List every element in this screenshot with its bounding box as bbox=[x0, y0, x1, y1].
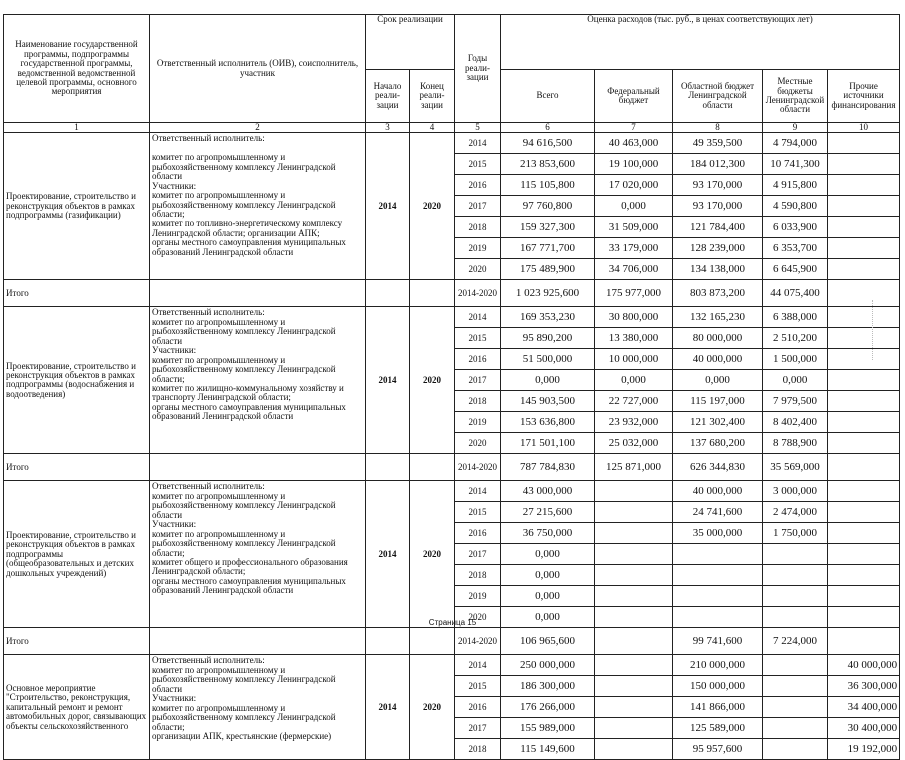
federal-value bbox=[595, 565, 673, 586]
other-value bbox=[828, 349, 900, 370]
federal-value: 30 800,000 bbox=[595, 307, 673, 328]
end-year: 2020 bbox=[410, 481, 455, 628]
col-number: 1 bbox=[4, 123, 150, 133]
regional-value: 137 680,200 bbox=[673, 433, 763, 454]
regional-value: 93 170,000 bbox=[673, 196, 763, 217]
summary-empty bbox=[366, 280, 410, 307]
federal-value bbox=[595, 718, 673, 739]
row-year: 2015 bbox=[455, 328, 501, 349]
total-value: 27 215,600 bbox=[501, 502, 595, 523]
col-number: 2 bbox=[150, 123, 366, 133]
summary-regional: 803 873,200 bbox=[673, 280, 763, 307]
total-value: 43 000,000 bbox=[501, 481, 595, 502]
federal-value: 10 000,000 bbox=[595, 349, 673, 370]
federal-value: 34 706,000 bbox=[595, 259, 673, 280]
total-value: 169 353,230 bbox=[501, 307, 595, 328]
summary-row bbox=[4, 628, 900, 655]
measure-name: Проектирование, строительство и реконструкция объектов в рамках подпрограммы (общеобразовательных и детских дошкольных учреждений) bbox=[4, 481, 150, 628]
total-value: 186 300,000 bbox=[501, 676, 595, 697]
table-row bbox=[4, 481, 900, 502]
local-value bbox=[763, 739, 828, 760]
header-start: Начало реали-зации bbox=[366, 70, 410, 123]
regional-value bbox=[673, 586, 763, 607]
total-value: 94 616,500 bbox=[501, 133, 595, 154]
row-year: 2020 bbox=[455, 259, 501, 280]
local-value bbox=[763, 697, 828, 718]
header-years: Годы реали-зации bbox=[455, 15, 501, 123]
total-value: 171 501,100 bbox=[501, 433, 595, 454]
total-value: 176 266,000 bbox=[501, 697, 595, 718]
regional-value: 128 239,000 bbox=[673, 238, 763, 259]
other-value bbox=[828, 307, 900, 328]
local-value: 6 388,000 bbox=[763, 307, 828, 328]
table-row bbox=[4, 655, 900, 676]
regional-value: 132 165,230 bbox=[673, 307, 763, 328]
row-year: 2015 bbox=[455, 502, 501, 523]
federal-value bbox=[595, 502, 673, 523]
header-federal: Федеральный бюджет bbox=[595, 70, 673, 123]
summary-empty bbox=[410, 628, 455, 655]
header-row bbox=[4, 15, 900, 70]
responsible-executors: Ответственный исполнитель: комитет по агропромышленному и рыбохозяйственному комплексу Ленинградской области Участники: комитет по агропромышленному и рыбохозяйственному комплексу Ленинградской области; организации АПК, крестьянские (фермерские) bbox=[150, 655, 366, 760]
other-value bbox=[828, 217, 900, 238]
budget-table bbox=[3, 14, 900, 760]
local-value: 6 353,700 bbox=[763, 238, 828, 259]
header-col-name: Наименование государственной программы, подпрограммы государственной программы, ведомственной ведомственной целевой программы, основного мероприятия bbox=[4, 15, 150, 123]
summary-empty bbox=[150, 628, 366, 655]
federal-value: 25 032,000 bbox=[595, 433, 673, 454]
regional-value: 24 741,600 bbox=[673, 502, 763, 523]
row-year: 2015 bbox=[455, 154, 501, 175]
regional-value bbox=[673, 565, 763, 586]
other-value: 19 192,000 bbox=[828, 739, 900, 760]
federal-value bbox=[595, 739, 673, 760]
regional-value bbox=[673, 544, 763, 565]
federal-value bbox=[595, 523, 673, 544]
federal-value: 22 727,000 bbox=[595, 391, 673, 412]
summary-years: 2014-2020 bbox=[455, 280, 501, 307]
summary-empty bbox=[150, 454, 366, 481]
regional-value: 210 000,000 bbox=[673, 655, 763, 676]
col-number: 3 bbox=[366, 123, 410, 133]
summary-empty bbox=[366, 628, 410, 655]
other-value: 30 400,000 bbox=[828, 718, 900, 739]
regional-value: 121 784,400 bbox=[673, 217, 763, 238]
measure-name: Проектирование, строительство и реконструкция объектов в рамках подпрограммы (водоснабжения и водоотведения) bbox=[4, 307, 150, 454]
other-value bbox=[828, 154, 900, 175]
local-value bbox=[763, 565, 828, 586]
regional-value: 40 000,000 bbox=[673, 349, 763, 370]
total-value: 213 853,600 bbox=[501, 154, 595, 175]
total-value: 51 500,000 bbox=[501, 349, 595, 370]
summary-row bbox=[4, 454, 900, 481]
federal-value bbox=[595, 655, 673, 676]
col-number: 8 bbox=[673, 123, 763, 133]
other-value bbox=[828, 238, 900, 259]
table-row bbox=[4, 307, 900, 328]
other-value bbox=[828, 196, 900, 217]
summary-label: Итого bbox=[4, 280, 150, 307]
local-value: 2 474,000 bbox=[763, 502, 828, 523]
total-value: 95 890,200 bbox=[501, 328, 595, 349]
row-year: 2018 bbox=[455, 217, 501, 238]
other-value: 36 300,000 bbox=[828, 676, 900, 697]
summary-federal: 125 871,000 bbox=[595, 454, 673, 481]
regional-value: 35 000,000 bbox=[673, 523, 763, 544]
responsible-executors: Ответственный исполнитель: комитет по агропромышленному и рыбохозяйственному комплексу Ленинградской области Участники: комитет по агропромышленному и рыбохозяйственному комплексу Ленинградской области; комитет по топливно-энергетическому комплексу Ленинградской области; организации АПК; органы местного самоуправления муниципальных образований Ленинградской области bbox=[150, 133, 366, 280]
header-regional: Областной бюджет Ленинградской области bbox=[673, 70, 763, 123]
summary-other bbox=[828, 628, 900, 655]
total-value: 115 105,800 bbox=[501, 175, 595, 196]
regional-value: 134 138,000 bbox=[673, 259, 763, 280]
local-value: 7 979,500 bbox=[763, 391, 828, 412]
other-value bbox=[828, 412, 900, 433]
local-value bbox=[763, 655, 828, 676]
start-year: 2014 bbox=[366, 307, 410, 454]
regional-value: 184 012,300 bbox=[673, 154, 763, 175]
col-number: 9 bbox=[763, 123, 828, 133]
other-value bbox=[828, 481, 900, 502]
row-year: 2017 bbox=[455, 196, 501, 217]
other-value bbox=[828, 370, 900, 391]
row-year: 2014 bbox=[455, 481, 501, 502]
federal-value: 0,000 bbox=[595, 196, 673, 217]
regional-value: 93 170,000 bbox=[673, 175, 763, 196]
summary-total: 1 023 925,600 bbox=[501, 280, 595, 307]
row-year: 2018 bbox=[455, 739, 501, 760]
total-value: 175 489,900 bbox=[501, 259, 595, 280]
regional-value: 121 302,400 bbox=[673, 412, 763, 433]
table-row bbox=[4, 133, 900, 154]
total-value: 0,000 bbox=[501, 586, 595, 607]
summary-other bbox=[828, 454, 900, 481]
regional-value: 40 000,000 bbox=[673, 481, 763, 502]
other-value bbox=[828, 133, 900, 154]
other-value: 40 000,000 bbox=[828, 655, 900, 676]
regional-value: 115 197,000 bbox=[673, 391, 763, 412]
federal-value bbox=[595, 697, 673, 718]
header-period: Срок реализации bbox=[366, 15, 455, 70]
responsible-executors: Ответственный исполнитель: комитет по агропромышленному и рыбохозяйственному комплексу Ленинградской области Участники: комитет по агропромышленному и рыбохозяйственному комплексу Ленинградской области; комитет по жилищно-коммунальному хозяйству и транспорту Ленинградской области; органы местного самоуправления муниципальных образований Ленинградской области bbox=[150, 307, 366, 454]
header-end: Конец реали-зации bbox=[410, 70, 455, 123]
summary-empty bbox=[150, 280, 366, 307]
summary-federal bbox=[595, 628, 673, 655]
local-value: 4 915,800 bbox=[763, 175, 828, 196]
local-value: 0,000 bbox=[763, 370, 828, 391]
total-value: 155 989,000 bbox=[501, 718, 595, 739]
federal-value: 13 380,000 bbox=[595, 328, 673, 349]
summary-total: 787 784,830 bbox=[501, 454, 595, 481]
total-value: 0,000 bbox=[501, 370, 595, 391]
local-value: 4 590,800 bbox=[763, 196, 828, 217]
summary-local: 44 075,400 bbox=[763, 280, 828, 307]
header-other: Прочие источники финансирования bbox=[828, 70, 900, 123]
row-year: 2014 bbox=[455, 655, 501, 676]
local-value bbox=[763, 544, 828, 565]
total-value: 153 636,800 bbox=[501, 412, 595, 433]
federal-value: 19 100,000 bbox=[595, 154, 673, 175]
other-value bbox=[828, 391, 900, 412]
summary-total: 106 965,600 bbox=[501, 628, 595, 655]
regional-value: 141 866,000 bbox=[673, 697, 763, 718]
other-value bbox=[828, 502, 900, 523]
total-value: 115 149,600 bbox=[501, 739, 595, 760]
regional-value: 95 957,600 bbox=[673, 739, 763, 760]
total-value: 0,000 bbox=[501, 565, 595, 586]
regional-value: 80 000,000 bbox=[673, 328, 763, 349]
regional-value: 49 359,500 bbox=[673, 133, 763, 154]
row-year: 2019 bbox=[455, 412, 501, 433]
measure-name: Основное мероприятие "Строительство, реконструкция, капитальный ремонт и ремонт автомобильных дорог, связывающих объекты сельскохозяйственного bbox=[4, 655, 150, 760]
local-value: 4 794,000 bbox=[763, 133, 828, 154]
other-value bbox=[828, 523, 900, 544]
local-value: 3 000,000 bbox=[763, 481, 828, 502]
federal-value bbox=[595, 544, 673, 565]
header-col-responsible: Ответственный исполнитель (ОИВ), соисполнитель, участник bbox=[150, 15, 366, 123]
other-value bbox=[828, 433, 900, 454]
total-value: 167 771,700 bbox=[501, 238, 595, 259]
start-year: 2014 bbox=[366, 655, 410, 760]
other-value bbox=[828, 259, 900, 280]
summary-federal: 175 977,000 bbox=[595, 280, 673, 307]
end-year: 2020 bbox=[410, 133, 455, 280]
summary-local: 7 224,000 bbox=[763, 628, 828, 655]
federal-value: 17 020,000 bbox=[595, 175, 673, 196]
page-footer: Страница 15 bbox=[428, 618, 477, 627]
local-value bbox=[763, 718, 828, 739]
local-value: 1 500,000 bbox=[763, 349, 828, 370]
summary-other bbox=[828, 280, 900, 307]
summary-years: 2014-2020 bbox=[455, 454, 501, 481]
local-value: 6 645,900 bbox=[763, 259, 828, 280]
row-year: 2016 bbox=[455, 175, 501, 196]
summary-label: Итого bbox=[4, 454, 150, 481]
row-year: 2016 bbox=[455, 697, 501, 718]
total-value: 36 750,000 bbox=[501, 523, 595, 544]
federal-value: 31 509,000 bbox=[595, 217, 673, 238]
row-year: 2019 bbox=[455, 238, 501, 259]
federal-value: 23 932,000 bbox=[595, 412, 673, 433]
summary-empty bbox=[410, 280, 455, 307]
other-value bbox=[828, 544, 900, 565]
row-year: 2016 bbox=[455, 523, 501, 544]
summary-regional: 626 344,830 bbox=[673, 454, 763, 481]
federal-value: 33 179,000 bbox=[595, 238, 673, 259]
summary-empty bbox=[366, 454, 410, 481]
local-value: 6 033,900 bbox=[763, 217, 828, 238]
row-year: 2020 bbox=[455, 433, 501, 454]
start-year: 2014 bbox=[366, 481, 410, 628]
local-value: 1 750,000 bbox=[763, 523, 828, 544]
regional-value: 125 589,000 bbox=[673, 718, 763, 739]
local-value: 8 402,400 bbox=[763, 412, 828, 433]
other-value bbox=[828, 175, 900, 196]
col-number: 5 bbox=[455, 123, 501, 133]
row-year: 2019 bbox=[455, 586, 501, 607]
total-value: 145 903,500 bbox=[501, 391, 595, 412]
row-year: 2014 bbox=[455, 133, 501, 154]
column-number-row bbox=[4, 123, 900, 133]
federal-value bbox=[595, 481, 673, 502]
row-year: 2017 bbox=[455, 544, 501, 565]
regional-value: 0,000 bbox=[673, 370, 763, 391]
end-year: 2020 bbox=[410, 655, 455, 760]
row-year: 2017 bbox=[455, 370, 501, 391]
total-value: 0,000 bbox=[501, 544, 595, 565]
summary-regional: 99 741,600 bbox=[673, 628, 763, 655]
federal-value: 40 463,000 bbox=[595, 133, 673, 154]
federal-value: 0,000 bbox=[595, 370, 673, 391]
end-year: 2020 bbox=[410, 307, 455, 454]
local-value: 10 741,300 bbox=[763, 154, 828, 175]
local-value: 2 510,200 bbox=[763, 328, 828, 349]
row-year: 2014 bbox=[455, 307, 501, 328]
col-number: 7 bbox=[595, 123, 673, 133]
summary-empty bbox=[410, 454, 455, 481]
row-year: 2017 bbox=[455, 718, 501, 739]
col-number: 4 bbox=[410, 123, 455, 133]
total-value: 250 000,000 bbox=[501, 655, 595, 676]
header-total: Всего bbox=[501, 70, 595, 123]
other-value bbox=[828, 565, 900, 586]
summary-row bbox=[4, 280, 900, 307]
margin-mark bbox=[872, 300, 877, 360]
header-local: Местные бюджеты Ленинградской области bbox=[763, 70, 828, 123]
summary-local: 35 569,000 bbox=[763, 454, 828, 481]
total-value: 97 760,800 bbox=[501, 196, 595, 217]
measure-name: Проектирование, строительство и реконструкция объектов в рамках подпрограммы (газификации) bbox=[4, 133, 150, 280]
col-number: 10 bbox=[828, 123, 900, 133]
federal-value bbox=[595, 586, 673, 607]
col-number: 6 bbox=[501, 123, 595, 133]
row-year: 2015 bbox=[455, 676, 501, 697]
summary-years: 2014-2020 bbox=[455, 628, 501, 655]
header-costs: Оценка расходов (тыс. руб., в ценах соответствующих лет) bbox=[501, 15, 900, 70]
row-year: 2018 bbox=[455, 565, 501, 586]
start-year: 2014 bbox=[366, 133, 410, 280]
summary-label: Итого bbox=[4, 628, 150, 655]
other-value: 34 400,000 bbox=[828, 697, 900, 718]
responsible-executors: Ответственный исполнитель: комитет по агропромышленному и рыбохозяйственному комплексу Ленинградской области Участники: комитет по агропромышленному и рыбохозяйственному комплексу Ленинградской области; комитет общего и профессионального образования Ленинградской области; органы местного самоуправления муниципальных образований Ленинградской области bbox=[150, 481, 366, 628]
local-value bbox=[763, 586, 828, 607]
other-value bbox=[828, 586, 900, 607]
row-year: 2018 bbox=[455, 391, 501, 412]
other-value bbox=[828, 328, 900, 349]
federal-value bbox=[595, 676, 673, 697]
regional-value: 150 000,000 bbox=[673, 676, 763, 697]
row-year: 2016 bbox=[455, 349, 501, 370]
local-value bbox=[763, 676, 828, 697]
row-year: 2020 bbox=[455, 607, 501, 628]
total-value: 0,000 bbox=[501, 607, 595, 628]
local-value: 8 788,900 bbox=[763, 433, 828, 454]
total-value: 159 327,300 bbox=[501, 217, 595, 238]
